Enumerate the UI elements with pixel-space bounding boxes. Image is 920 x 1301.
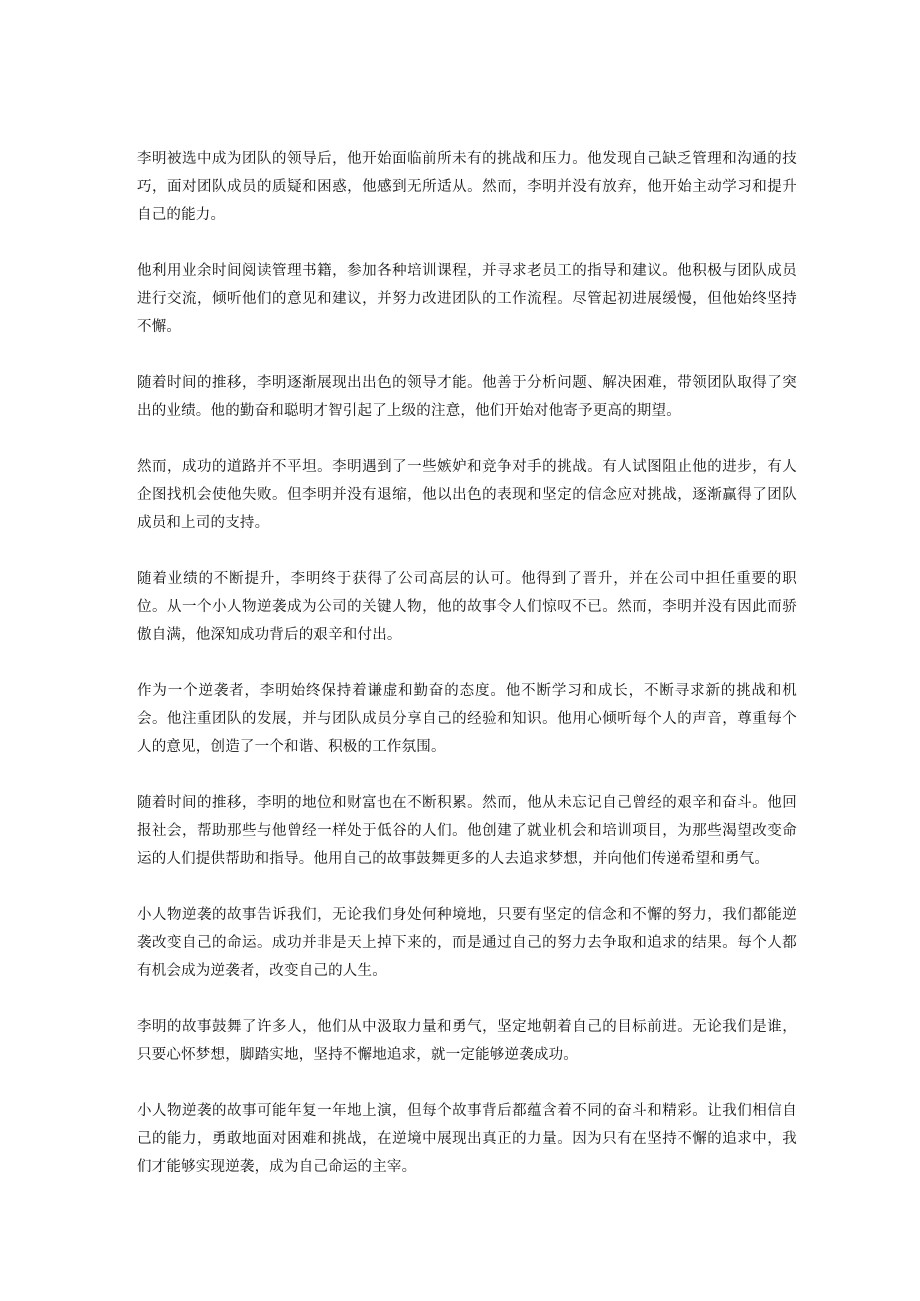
paragraph-5: 随着业绩的不断提升，李明终于获得了公司高层的认可。他得到了晋升，并在公司中担任重要的职位。从一个小人物逆袭成为公司的关键人物，他的故事令人们惊叹不已。然而，李明并没有因此而骄傲自满，他深知成功背后的艰辛和付出。 xyxy=(137,571,797,643)
paragraph-6: 作为一个逆袭者，李明始终保持着谦虚和勤奋的态度。他不断学习和成长，不断寻求新的挑战和机会。他注重团队的发展，并与团队成员分享自己的经验和知识。他用心倾听每个人的声音，尊重每个人的意见，创造了一个和谐、积极的工作氛围。 xyxy=(137,683,797,755)
document-body xyxy=(137,145,797,1209)
paragraph-8: 小人物逆袭的故事告诉我们，无论我们身处何种境地，只要有坚定的信念和不懈的努力，我们都能逆袭改变自己的命运。成功并非是天上掉下来的，而是通过自己的努力去争取和追求的结果。每个人都有机会成为逆袭者，改变自己的人生。 xyxy=(137,907,797,979)
paragraph-1: 李明被选中成为团队的领导后，他开始面临前所未有的挑战和压力。他发现自己缺乏管理和沟通的技巧，面对团队成员的质疑和困惑，他感到无所适从。然而，李明并没有放弃，他开始主动学习和提升自己的能力。 xyxy=(137,151,797,223)
paragraph-4: 然而，成功的道路并不平坦。李明遇到了一些嫉妒和竞争对手的挑战。有人试图阻止他的进步，有人企图找机会使他失败。但李明并没有退缩，他以出色的表现和坚定的信念应对挑战，逐渐赢得了团队成员和上司的支持。 xyxy=(137,459,797,531)
paragraph-3: 随着时间的推移，李明逐渐展现出出色的领导才能。他善于分析问题、解决困难，带领团队取得了突出的业绩。他的勤奋和聪明才智引起了上级的注意，他们开始对他寄予更高的期望。 xyxy=(137,375,797,419)
paragraph-2: 他利用业余时间阅读管理书籍，参加各种培训课程，并寻求老员工的指导和建议。他积极与团队成员进行交流，倾听他们的意见和建议，并努力改进团队的工作流程。尽管起初进展缓慢，但他始终坚持不懈。 xyxy=(137,263,797,335)
paragraph-10: 小人物逆袭的故事可能年复一年地上演，但每个故事背后都蕴含着不同的奋斗和精彩。让我们相信自己的能力，勇敢地面对困难和挑战，在逆境中展现出真正的力量。因为只有在坚持不懈的追求中，我们才能够实现逆袭，成为自己命运的主宰。 xyxy=(137,1103,797,1175)
paragraph-9: 李明的故事鼓舞了许多人，他们从中汲取力量和勇气，坚定地朝着自己的目标前进。无论我们是谁，只要心怀梦想，脚踏实地，坚持不懈地追求，就一定能够逆袭成功。 xyxy=(137,1019,797,1063)
paragraph-7: 随着时间的推移，李明的地位和财富也在不断积累。然而，他从未忘记自己曾经的艰辛和奋斗。他回报社会，帮助那些与他曾经一样处于低谷的人们。他创建了就业机会和培训项目，为那些渴望改变命运的人们提供帮助和指导。他用自己的故事鼓舞更多的人去追求梦想，并向他们传递希望和勇气。 xyxy=(137,795,797,867)
